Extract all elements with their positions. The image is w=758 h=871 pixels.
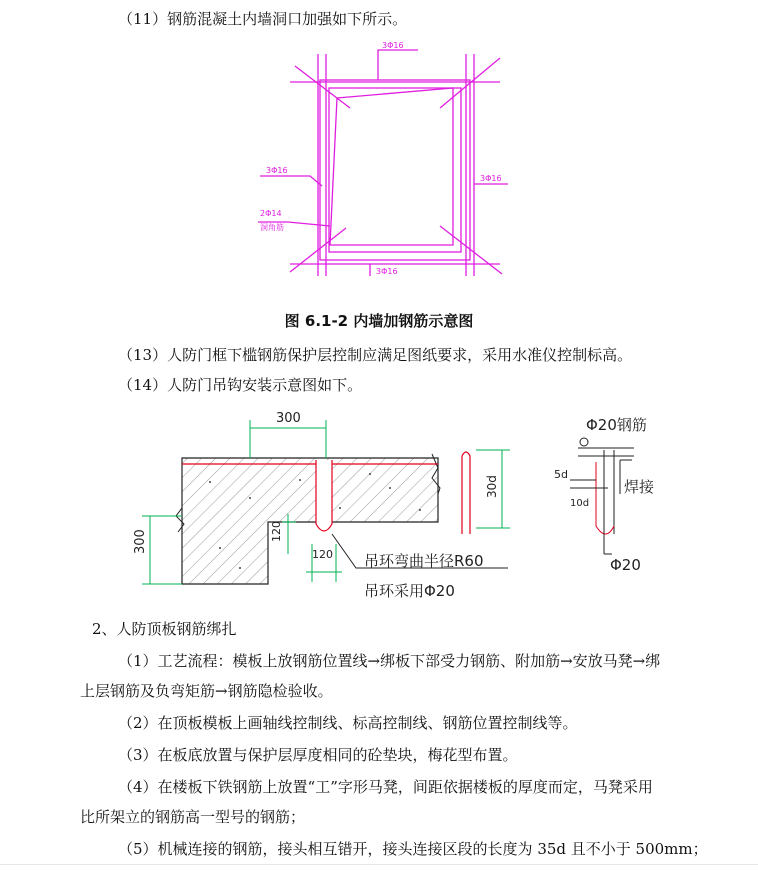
- label-diag-bars: 2Φ14: [260, 209, 282, 218]
- detail-label-10d: 10d: [570, 498, 590, 509]
- paragraph-q4-line2: 比所架立的钢筋高一型号的钢筋；: [80, 808, 306, 826]
- dim-30d: 30d: [485, 475, 499, 498]
- dim-120-horizontal: 120: [312, 548, 333, 561]
- page-footer-rule: [0, 864, 758, 865]
- figure-wall-opening-rebar: [240, 36, 530, 276]
- paragraph-q3: （3）在板底放置与保护层厚度相同的砼垫块，梅花型布置。: [118, 746, 518, 764]
- figure-hook-detail: [548, 406, 668, 586]
- dim-120-vertical: 120: [270, 521, 283, 542]
- detail-label-weld: 焊接: [624, 478, 655, 496]
- detail-label-5d: 5d: [554, 468, 568, 481]
- bent-bar: [330, 88, 453, 245]
- embedded-hook: [316, 460, 332, 531]
- paragraph-q1-line2: 上层钢筋及负弯矩筋→钢筋隐检验收。: [80, 682, 333, 700]
- dim-300-left: 300: [133, 529, 148, 554]
- paragraph-14: （14）人防门吊钩安装示意图如下。: [118, 376, 363, 394]
- paragraph-q5: （5）机械连接的钢筋，接头相互错开，接头连接区段的长度为 35d 且不小于 500mm；: [118, 840, 708, 858]
- label-diag-note: 洞角筋: [260, 223, 284, 232]
- paragraph-q2: （2）在顶板模板上画轴线控制线、标高控制线、钢筋位置控制线等。: [118, 714, 578, 732]
- paragraph-11: （11）钢筋混凝土内墙洞口加强如下所示。: [118, 10, 408, 28]
- detail-label-top: Φ20钢筋: [586, 416, 647, 434]
- detail-label-bottom: Φ20: [610, 556, 641, 574]
- note-bend-radius: 吊环弯曲半径R60: [364, 552, 484, 570]
- dim-300-top: 300: [276, 411, 301, 426]
- paragraph-q1-line1: （1）工艺流程：模板上放钢筋位置线→绑板下部受力钢筋、附加筋→安放马凳→绑: [118, 652, 661, 670]
- opening-outer-frame: [320, 80, 470, 260]
- note-hook-material: 吊环采用Φ20: [364, 582, 455, 600]
- figure-caption: 图 6.1-2 内墙加钢筋示意图: [284, 312, 474, 330]
- paragraph-13: （13）人防门框下槛钢筋保护层控制应满足图纸要求，采用水准仪控制标高。: [118, 346, 633, 364]
- paragraph-q4-line1: （4）在楼板下铁钢筋上放置“工”字形马凳，间距依据楼板的厚度而定，马凳采用: [118, 778, 653, 796]
- label-bottom-bars: 3Φ16: [376, 267, 398, 276]
- figure-hook-section: [120, 398, 520, 614]
- label-right-bars: 3Φ16: [480, 174, 502, 183]
- label-top-bars: 3Φ16: [382, 41, 404, 50]
- label-left-bars: 3Φ16: [266, 166, 288, 175]
- section-heading: 2、人防顶板钢筋绑扎: [92, 620, 237, 638]
